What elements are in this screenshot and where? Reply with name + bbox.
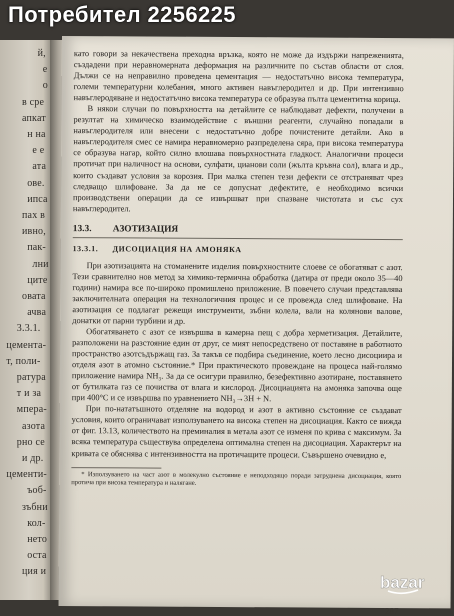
left-page-fragment: е xyxy=(42,64,48,76)
footnote: * Използуването на част азот в молекулно състояние е неподходящо поради затруднена дисоциация, която протича при висока температура и налягане. xyxy=(71,470,402,487)
bazar-logo-text: bazar xyxy=(380,573,425,592)
left-page-fragment: апкат xyxy=(22,112,46,124)
left-page-fragment: и др. xyxy=(22,453,44,464)
left-page-fragment: 3.3.1. xyxy=(16,323,41,335)
subsection-heading xyxy=(73,244,403,255)
paragraph: Обогатяването с азот се извършва в камерна пещ с добра херметизация. Детайлите, разположени на разстояние един от друг, се мият непосредствено от поставяне в работното пространство азотсъдържащ газ. За такъв се подбира съединение, което лесно дисоциира и отделя азот в атомно състояние.* При практическото провеждане на процеса най-голямо приложение намира NH₃. За да се осигури правилно, безефективно азотиране, поставянето от бутилката газ се почиства от влага и кислород. Дисоциацията на амоняка започва още при 400°C и се извършва по уравнението NH₃→3H + N. xyxy=(71,327,403,404)
left-page-fragment: е е xyxy=(32,145,45,157)
left-page-fragment: н на xyxy=(27,129,46,140)
watermark-username: Потребител 2256225 xyxy=(8,2,236,27)
left-page-fragment: т, поли- xyxy=(6,355,41,367)
left-page-fragment: пах в xyxy=(22,210,46,221)
left-page-fragment: ата xyxy=(32,161,47,173)
page-body xyxy=(71,48,404,490)
document-page xyxy=(59,36,454,616)
left-page-fragment: овата xyxy=(22,291,46,302)
left-page-fragment: ъоб- xyxy=(27,485,47,497)
left-page-fragment: оста xyxy=(27,550,47,562)
left-page-fragment: нето xyxy=(27,534,48,545)
left-page-fragment: в сре xyxy=(22,96,45,108)
left-page-fragment: цементи- xyxy=(6,469,47,481)
paragraph: При азотизацията на стоманените изделия повърхностните слоеве се обогатяват с азот. Тези сравнително нов метод за химико-термична обработка (датира от преди около 35—40 години) намира все по-широко промишлено приложение. В повечето случаи представлява заключителната операция на технологичния процес и се провежда след шлифоване. На азотизация се подлагат режещи инструменти, зъбни колела, вали на колянови валове, донатки от парни турбини и др. xyxy=(72,260,403,326)
left-page-fragment: зъбни xyxy=(22,501,48,513)
page-number: 287 xyxy=(384,605,399,616)
subsection-number: 13.3.1. xyxy=(72,243,99,253)
left-page-fragment: ивно, xyxy=(22,226,46,238)
left-page-fragment: азота xyxy=(22,420,46,432)
left-page-fragment: ция и xyxy=(22,566,47,578)
left-page-fragment: рно се xyxy=(16,436,45,448)
left-page-fragment: ипса xyxy=(27,193,48,205)
paragraph: като говори за некачествена преходна връзка, която не може да издържи напреженията, създадени при неравномерната деформация на различните по състав области от слоя. Дължи се на неправилно проведена цементация — недостатъчно висока температура, големи температурни колебания, много активен навъглеродител и др. При интензивно навъглеродяване и недостатъчно висока температура се образува пълта цементитна корица. xyxy=(73,49,404,105)
left-facing-page xyxy=(0,40,52,600)
footnote-divider xyxy=(71,467,161,469)
left-page-fragment: цемента- xyxy=(6,339,47,351)
paragraph: В някои случаи по повърхността на детайлите се наблюдават дефекти, получени в резултат на химическо взаимодействие с външни реагенти, случайно попадали в навъглеродителя или внесени с недостатъчно добре почистените детайли. Ако в навъглеродителя смес се намира неравномерно разпределена сяра, при висока температура се образува нагар, който силно влошава повърхностната гладкост. Аналогични процеси протичат при наличност на основи, сулфати, цианови соли (жълта кръвна сол), влага и др., които създават условия за корозия. При малка степен тези дефекти се отстраняват чрез следващо шлифоване. За да не се допуснат дефектите, е необходимо всички производствени операции да се извършват при спазване чистотата и със сух навъглеродител. xyxy=(72,104,404,214)
left-page-fragment: о xyxy=(42,80,48,92)
subsection-title: ДИСОЦИАЦИЯ НА АМОНЯКА xyxy=(112,244,242,254)
section-heading xyxy=(73,224,403,240)
left-page-fragment: ците xyxy=(27,274,48,286)
left-page-fragment: т и за xyxy=(16,388,42,400)
left-page-fragment: ове. xyxy=(27,177,45,189)
left-page-fragment: ратура xyxy=(16,372,46,383)
section-title: АЗОТИЗАЦИЯ xyxy=(112,224,179,235)
left-page-fragment: пак- xyxy=(27,242,46,254)
left-page-fragment: ачва xyxy=(27,307,47,319)
left-page-fragment: лни xyxy=(32,258,49,270)
left-page-fragment: й, xyxy=(37,48,46,59)
left-page-fragment: мпера- xyxy=(16,404,47,416)
bazar-logo xyxy=(378,568,448,596)
paragraph: При по-нататъшното отделяне на водород и азот в активно състояние се създават условия, които ограничават използуването на висока степен на дисоциация. Както се вижда от фиг. 13.13, количеството на преминалия в метала азот се изменя по крива с максимум. За всяка температура съществува определена оптимална степен на дисоциация. Характерът на кривата се обяснява с интензивността на протичащите процеси. Съвършено очевидно е, xyxy=(71,404,402,460)
left-page-fragment: кол- xyxy=(27,517,46,529)
section-number: 13.3. xyxy=(72,223,92,234)
